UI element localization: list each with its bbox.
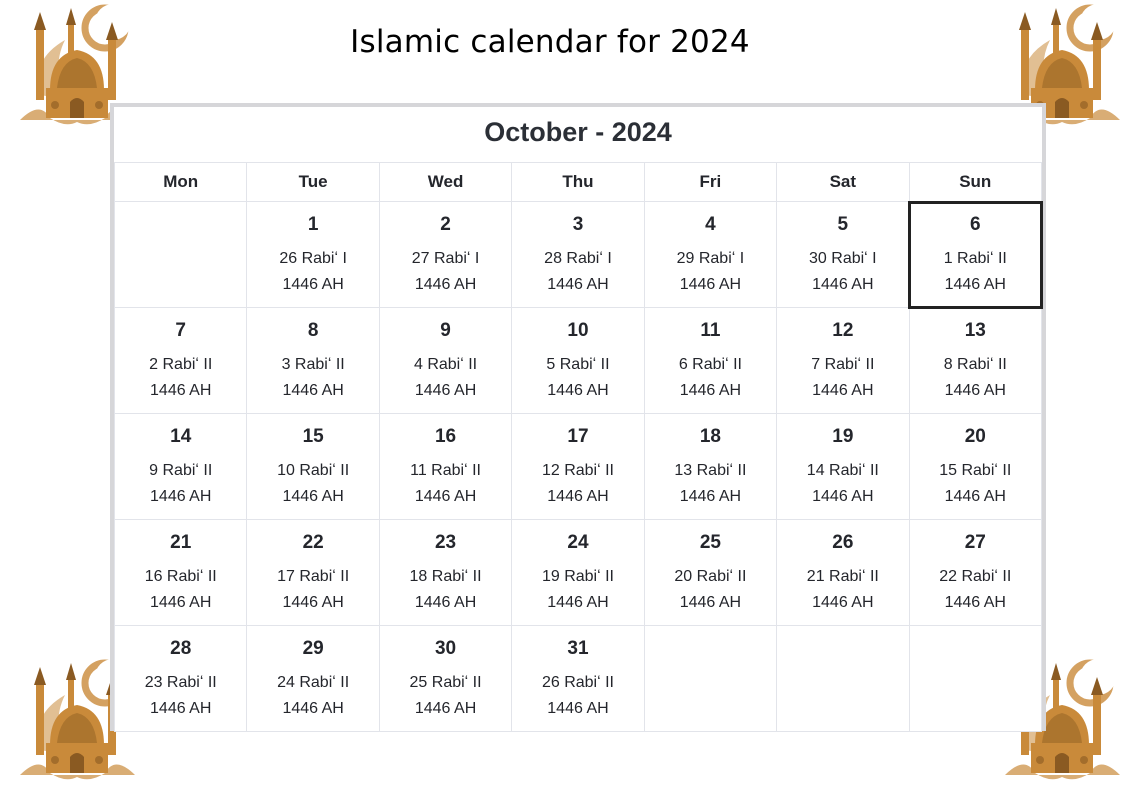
hijri-date <box>115 564 246 616</box>
gregorian-day: 4 <box>705 214 716 235</box>
week-row <box>115 308 1042 414</box>
gregorian-day: 25 <box>699 532 721 553</box>
week-row <box>115 520 1042 626</box>
gregorian-day: 11 <box>700 320 721 341</box>
hijri-day-month: 18 Rabiʻ II <box>409 568 482 585</box>
gregorian-day: 3 <box>572 214 584 235</box>
hijri-year: 1446 AH <box>547 276 609 293</box>
gregorian-day: 9 <box>440 320 451 341</box>
gregorian-day: 21 <box>170 532 192 553</box>
hijri-day-month: 8 Rabiʻ II <box>943 356 1007 373</box>
hijri-day-month: 25 Rabiʻ II <box>409 674 482 691</box>
day-cell[interactable] <box>909 202 1041 308</box>
hijri-day-month: 3 Rabiʻ II <box>281 356 345 373</box>
hijri-day-month: 9 Rabiʻ II <box>149 462 213 479</box>
gregorian-day: 26 <box>832 532 854 553</box>
hijri-date <box>247 458 378 510</box>
day-cell[interactable] <box>379 202 511 308</box>
gregorian-day: 6 <box>969 214 981 235</box>
hijri-year: 1446 AH <box>150 700 212 717</box>
hijri-day-month: 11 Rabiʻ II <box>410 462 481 479</box>
hijri-date <box>645 458 776 510</box>
hijri-date <box>910 564 1041 616</box>
hijri-year: 1446 AH <box>414 700 477 717</box>
empty-day-cell <box>777 626 909 732</box>
hijri-day-month: 1 Rabiʻ II <box>943 250 1007 267</box>
day-cell[interactable] <box>247 414 379 520</box>
gregorian-day: 5 <box>837 214 849 235</box>
gregorian-day: 19 <box>832 426 854 447</box>
day-cell[interactable] <box>644 520 776 626</box>
hijri-year: 1446 AH <box>679 382 742 399</box>
hijri-date <box>380 670 511 722</box>
day-cell[interactable] <box>247 308 379 414</box>
hijri-date <box>910 246 1041 298</box>
hijri-year: 1446 AH <box>944 276 1006 293</box>
hijri-date <box>380 246 511 298</box>
hijri-year: 1446 AH <box>944 382 1006 399</box>
hijri-date <box>380 564 511 616</box>
weekday-header: Sat <box>777 163 909 202</box>
hijri-date <box>777 564 908 616</box>
hijri-date <box>247 246 378 298</box>
week-row <box>115 202 1042 308</box>
hijri-year: 1446 AH <box>944 488 1006 505</box>
gregorian-day: 1 <box>307 214 319 235</box>
hijri-date <box>115 670 246 722</box>
hijri-year: 1446 AH <box>812 382 874 399</box>
hijri-date <box>512 670 643 722</box>
gregorian-day: 8 <box>307 320 319 341</box>
weekday-header: Tue <box>247 163 379 202</box>
day-cell[interactable] <box>115 414 247 520</box>
hijri-day-month: 4 Rabiʻ II <box>413 356 478 373</box>
hijri-day-month: 29 Rabiʻ I <box>676 250 745 267</box>
hijri-day-month: 14 Rabiʻ II <box>806 462 879 479</box>
month-title: October - 2024 <box>484 117 672 147</box>
hijri-year: 1446 AH <box>150 594 212 611</box>
day-cell[interactable] <box>247 626 379 732</box>
hijri-day-month: 7 Rabiʻ II <box>811 356 875 373</box>
day-cell[interactable] <box>379 626 511 732</box>
hijri-year: 1446 AH <box>812 594 874 611</box>
day-cell[interactable] <box>115 308 247 414</box>
hijri-year: 1446 AH <box>282 594 344 611</box>
hijri-day-month: 24 Rabiʻ II <box>277 674 350 691</box>
weekday-header-row <box>115 163 1042 202</box>
hijri-year: 1446 AH <box>547 488 609 505</box>
hijri-day-month: 2 Rabiʻ II <box>149 356 213 373</box>
hijri-day-month: 28 Rabiʻ I <box>544 250 612 267</box>
hijri-year: 1446 AH <box>414 382 477 399</box>
hijri-year: 1446 AH <box>414 276 477 293</box>
weekday-header: Wed <box>379 163 511 202</box>
hijri-day-month: 26 Rabiʻ II <box>541 674 614 691</box>
hijri-day-month: 21 Rabiʻ II <box>806 568 879 585</box>
gregorian-day: 17 <box>567 426 589 447</box>
day-cell[interactable] <box>379 308 511 414</box>
hijri-year: 1446 AH <box>679 276 742 293</box>
hijri-year: 1446 AH <box>812 488 874 505</box>
hijri-date <box>512 564 643 616</box>
empty-day-cell <box>909 626 1041 732</box>
hijri-year: 1446 AH <box>282 276 344 293</box>
hijri-year: 1446 AH <box>282 382 344 399</box>
hijri-day-month: 26 Rabiʻ I <box>279 250 347 267</box>
gregorian-day: 15 <box>302 426 324 447</box>
day-cell[interactable] <box>777 414 909 520</box>
empty-day-cell <box>644 626 776 732</box>
hijri-year: 1446 AH <box>547 382 609 399</box>
hijri-year: 1446 AH <box>547 700 609 717</box>
day-cell[interactable] <box>777 520 909 626</box>
weekday-header: Thu <box>512 163 644 202</box>
hijri-year: 1446 AH <box>282 488 344 505</box>
hijri-day-month: 6 Rabiʻ II <box>678 356 742 373</box>
hijri-day-month: 27 Rabiʻ I <box>411 250 480 267</box>
day-cell[interactable] <box>644 202 776 308</box>
gregorian-day: 12 <box>832 320 854 341</box>
hijri-date <box>115 352 246 404</box>
gregorian-day: 18 <box>699 426 721 447</box>
hijri-year: 1446 AH <box>679 488 742 505</box>
hijri-date <box>910 352 1041 404</box>
day-cell[interactable] <box>247 202 379 308</box>
hijri-date <box>777 458 908 510</box>
gregorian-day: 16 <box>434 426 457 447</box>
day-cell[interactable] <box>512 626 644 732</box>
hijri-day-month: 5 Rabiʻ II <box>546 356 610 373</box>
hijri-date <box>645 246 776 298</box>
hijri-day-month: 16 Rabiʻ II <box>144 568 217 585</box>
day-cell[interactable] <box>247 520 379 626</box>
hijri-year: 1446 AH <box>414 594 477 611</box>
week-row <box>115 414 1042 520</box>
hijri-day-month: 30 Rabiʻ I <box>809 250 877 267</box>
day-cell[interactable] <box>644 414 776 520</box>
hijri-day-month: 23 Rabiʻ II <box>144 674 217 691</box>
hijri-year: 1446 AH <box>414 488 477 505</box>
hijri-day-month: 19 Rabiʻ II <box>541 568 614 585</box>
gregorian-day: 31 <box>567 638 589 659</box>
hijri-date <box>115 458 246 510</box>
hijri-day-month: 10 Rabiʻ II <box>277 462 350 479</box>
hijri-date <box>247 352 378 404</box>
hijri-day-month: 17 Rabiʻ II <box>277 568 350 585</box>
hijri-date <box>512 458 643 510</box>
week-row <box>115 626 1042 732</box>
gregorian-day: 2 <box>440 214 451 235</box>
gregorian-day: 30 <box>434 638 457 659</box>
day-cell[interactable] <box>909 414 1041 520</box>
hijri-year: 1446 AH <box>812 276 874 293</box>
hijri-date <box>247 670 378 722</box>
hijri-year: 1446 AH <box>547 594 609 611</box>
hijri-date <box>380 352 511 404</box>
weekday-header: Mon <box>115 163 247 202</box>
hijri-year: 1446 AH <box>944 594 1006 611</box>
day-cell[interactable] <box>909 520 1041 626</box>
page-title: Islamic calendar for 2024 <box>350 24 750 60</box>
hijri-day-month: 13 Rabiʻ II <box>674 462 747 479</box>
hijri-date <box>247 564 378 616</box>
day-cell[interactable] <box>115 626 247 732</box>
hijri-day-month: 20 Rabiʻ II <box>674 568 747 585</box>
gregorian-day: 10 <box>567 320 589 341</box>
day-cell[interactable] <box>512 414 644 520</box>
day-cell[interactable] <box>115 520 247 626</box>
hijri-date <box>645 564 776 616</box>
day-cell[interactable] <box>909 308 1041 414</box>
weekday-header: Fri <box>644 163 776 202</box>
gregorian-day: 7 <box>175 320 186 341</box>
day-cell[interactable] <box>379 520 511 626</box>
hijri-date <box>645 352 776 404</box>
gregorian-day: 13 <box>964 320 986 341</box>
gregorian-day: 27 <box>964 532 986 553</box>
hijri-date <box>380 458 511 510</box>
calendar-card <box>110 103 1046 731</box>
hijri-date <box>910 458 1041 510</box>
gregorian-day: 23 <box>434 532 457 553</box>
day-cell[interactable] <box>512 202 644 308</box>
empty-day-cell <box>115 202 247 308</box>
gregorian-day: 22 <box>302 532 324 553</box>
hijri-day-month: 15 Rabiʻ II <box>939 462 1012 479</box>
day-cell[interactable] <box>777 308 909 414</box>
calendar-grid <box>114 162 1042 732</box>
hijri-date <box>777 246 908 298</box>
day-cell[interactable] <box>777 202 909 308</box>
gregorian-day: 28 <box>170 638 192 659</box>
gregorian-day: 29 <box>302 638 324 659</box>
gregorian-day: 14 <box>170 426 192 447</box>
day-cell[interactable] <box>512 520 644 626</box>
day-cell[interactable] <box>644 308 776 414</box>
day-cell[interactable] <box>512 308 644 414</box>
hijri-year: 1446 AH <box>679 594 742 611</box>
hijri-day-month: 12 Rabiʻ II <box>541 462 614 479</box>
hijri-year: 1446 AH <box>150 382 212 399</box>
hijri-day-month: 22 Rabiʻ II <box>939 568 1012 585</box>
day-cell[interactable] <box>379 414 511 520</box>
hijri-date <box>777 352 908 404</box>
hijri-date <box>512 246 643 298</box>
gregorian-day: 20 <box>964 426 986 447</box>
hijri-year: 1446 AH <box>150 488 212 505</box>
hijri-date <box>512 352 643 404</box>
weekday-header: Sun <box>909 163 1041 202</box>
gregorian-day: 24 <box>567 532 589 553</box>
hijri-year: 1446 AH <box>282 700 344 717</box>
